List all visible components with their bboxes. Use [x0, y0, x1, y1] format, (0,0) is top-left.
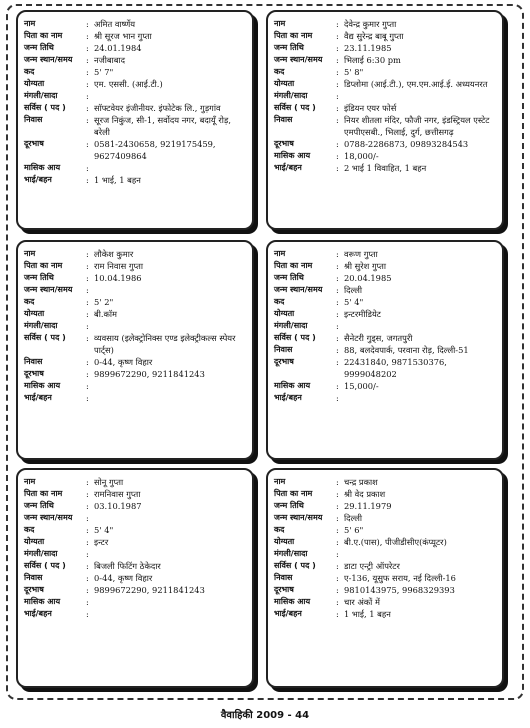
field-colon: : — [336, 67, 339, 77]
field-colon: : — [86, 477, 89, 487]
field-colon: : — [86, 501, 89, 511]
field-dob — [24, 272, 248, 284]
field-colon: : — [86, 561, 89, 571]
field-birthplace — [274, 54, 498, 66]
field-colon: : — [86, 393, 89, 403]
field-education — [274, 308, 498, 320]
field-colon: : — [336, 489, 339, 499]
field-colon: : — [86, 163, 89, 173]
field-value: वैद्य सुरेन्द्र बाबू गुप्ता — [344, 31, 404, 41]
field-label: कद — [24, 67, 35, 76]
profile-card — [16, 10, 254, 230]
field-label: मासिक आय — [24, 381, 61, 390]
field-value — [94, 162, 248, 174]
field-label: नाम — [274, 249, 286, 258]
field-label: दूरभाष — [24, 139, 44, 148]
field-birthplace — [274, 284, 498, 296]
field-label: भाई/बहन — [274, 609, 302, 618]
field-label: दूरभाष — [24, 585, 44, 594]
field-label: योग्यता — [274, 79, 295, 88]
field-colon: : — [86, 103, 89, 113]
field-colon: : — [86, 381, 89, 391]
profile-card — [266, 10, 504, 230]
field-value: इन्टर — [94, 537, 109, 547]
field-value: 9899672290, 9211841243 — [94, 585, 205, 595]
field-manglik — [274, 548, 498, 560]
field-value — [344, 90, 498, 102]
field-colon: : — [86, 175, 89, 185]
field-manglik — [24, 320, 248, 332]
field-label: दूरभाष — [274, 357, 294, 366]
field-value: वरूण गुप्ता — [344, 249, 378, 259]
field-label: भाई/बहन — [274, 163, 302, 172]
field-income — [24, 380, 248, 392]
field-dob — [24, 500, 248, 512]
field-value: 0-44, कृष्ण विहार — [94, 357, 153, 367]
field-label: मंगली/सादा — [274, 549, 308, 558]
field-colon: : — [86, 67, 89, 77]
field-colon: : — [86, 585, 89, 595]
field-colon: : — [86, 333, 89, 343]
field-birthplace — [24, 512, 248, 524]
field-label: भाई/बहन — [24, 609, 52, 618]
field-colon: : — [336, 345, 339, 355]
field-label: मंगली/सादा — [24, 549, 58, 558]
field-value: बी.कॉम — [94, 309, 118, 319]
field-value: 10.04.1986 — [94, 273, 142, 283]
field-name — [24, 18, 248, 30]
field-value: 1 भाई, 1 बहन — [94, 175, 141, 185]
field-value: दिल्ली — [344, 513, 363, 523]
field-colon: : — [86, 525, 89, 535]
field-label: पिता का नाम — [274, 489, 313, 498]
field-value: नजीबाबाद — [94, 55, 126, 65]
field-service — [24, 102, 248, 114]
field-name — [274, 18, 498, 30]
field-colon: : — [86, 513, 89, 523]
field-phone — [274, 584, 498, 596]
profile-card — [266, 240, 504, 460]
field-colon: : — [86, 115, 89, 125]
field-label: सर्विस ( पद ) — [274, 103, 316, 112]
field-colon: : — [336, 151, 339, 161]
field-colon: : — [86, 549, 89, 559]
field-label: जन्म स्थान/समय — [274, 285, 323, 294]
field-height — [274, 66, 498, 78]
field-label: जन्म स्थान/समय — [24, 55, 73, 64]
field-label: भाई/बहन — [274, 393, 302, 402]
field-label: निवास — [274, 573, 293, 582]
field-value — [94, 284, 248, 296]
field-colon: : — [86, 489, 89, 499]
field-value: बी.ए.(पास), पीजीडीसीए(कंप्यूटर) — [344, 537, 447, 547]
field-label: मासिक आय — [24, 597, 61, 606]
field-value: 9810143975, 9968329393 — [344, 585, 455, 595]
field-dob — [274, 42, 498, 54]
field-colon: : — [86, 285, 89, 295]
field-residence — [24, 114, 248, 138]
field-service — [274, 560, 498, 572]
field-colon: : — [86, 309, 89, 319]
field-colon: : — [336, 43, 339, 53]
field-label: मंगली/सादा — [24, 91, 58, 100]
field-label: नाम — [274, 19, 286, 28]
field-phone — [24, 138, 248, 162]
field-colon: : — [336, 19, 339, 29]
field-residence — [24, 356, 248, 368]
field-label: जन्म तिथि — [274, 273, 304, 282]
field-value: 0-44, कृष्ण विहार — [94, 573, 153, 583]
field-label: मासिक आय — [274, 151, 311, 160]
field-value: नियर शीतला मंदिर, फौजी नगर, इंडस्ट्रियल एस्टेट एमपीएसबी., भिलाई, दुर्ग, छत्तीसगढ़ — [344, 115, 490, 137]
field-value: 29.11.1979 — [344, 501, 392, 511]
field-label: दूरभाष — [24, 369, 44, 378]
field-income — [274, 380, 498, 392]
field-phone — [24, 584, 248, 596]
field-colon: : — [336, 333, 339, 343]
field-value: चार अंकों में — [344, 597, 380, 607]
field-colon: : — [336, 139, 339, 149]
field-colon: : — [336, 477, 339, 487]
field-label: जन्म तिथि — [24, 501, 54, 510]
field-income — [24, 596, 248, 608]
field-colon: : — [86, 597, 89, 607]
field-education — [24, 308, 248, 320]
field-height — [24, 66, 248, 78]
field-value — [94, 596, 248, 608]
field-height — [274, 524, 498, 536]
field-father — [274, 30, 498, 42]
field-phone — [274, 356, 498, 380]
field-siblings — [274, 392, 498, 404]
field-value: इंडियन एयर फोर्स — [344, 103, 397, 113]
field-value: सोनू गुप्ता — [94, 477, 124, 487]
field-manglik — [24, 90, 248, 102]
field-residence — [274, 572, 498, 584]
field-colon: : — [336, 525, 339, 535]
field-value: ए-136, यूसुफ सराय, नई दिल्ली-16 — [344, 573, 456, 583]
field-value — [344, 392, 498, 404]
field-label: निवास — [24, 115, 43, 124]
field-value: दिल्ली — [344, 285, 363, 295]
field-value: 18,000/- — [344, 151, 379, 161]
field-manglik — [274, 90, 498, 102]
field-colon: : — [336, 501, 339, 511]
field-colon: : — [86, 43, 89, 53]
field-value: डाटा एन्ट्री ऑपरेटर — [344, 561, 400, 571]
field-label: निवास — [274, 345, 293, 354]
field-value — [94, 90, 248, 102]
field-label: मंगली/सादा — [274, 321, 308, 330]
field-father — [24, 30, 248, 42]
field-colon: : — [336, 309, 339, 319]
field-service — [274, 102, 498, 114]
field-father — [274, 488, 498, 500]
field-colon: : — [86, 273, 89, 283]
field-father — [24, 488, 248, 500]
field-dob — [24, 42, 248, 54]
field-value: 15,000/- — [344, 381, 379, 391]
field-value: व्यवसाय (इलेक्ट्रोनिक्स एण्ड इलेक्ट्रीकल्स स्पेयर पार्ट्स) — [94, 333, 236, 355]
field-name — [24, 248, 248, 260]
field-colon: : — [86, 261, 89, 271]
field-income — [24, 162, 248, 174]
field-education — [274, 78, 498, 90]
field-colon: : — [86, 357, 89, 367]
field-label: योग्यता — [24, 309, 45, 318]
field-colon: : — [336, 561, 339, 571]
field-value: 23.11.1985 — [344, 43, 392, 53]
field-name — [274, 476, 498, 488]
field-value: रामनिवास गुप्ता — [94, 489, 141, 499]
profile-card — [16, 240, 254, 460]
field-value: इन्टरमीडियेट — [344, 309, 381, 319]
field-value — [344, 548, 498, 560]
field-label: जन्म तिथि — [24, 273, 54, 282]
field-siblings — [274, 162, 498, 174]
field-name — [274, 248, 498, 260]
field-colon: : — [336, 381, 339, 391]
field-value: श्री वेद प्रकाश — [344, 489, 386, 499]
field-label: मासिक आय — [274, 597, 311, 606]
field-label: जन्म तिथि — [274, 43, 304, 52]
field-value: 9899672290, 9211841243 — [94, 369, 205, 379]
field-colon: : — [336, 31, 339, 41]
field-value — [94, 380, 248, 392]
field-education — [274, 536, 498, 548]
field-colon: : — [336, 609, 339, 619]
field-label: नाम — [24, 477, 36, 486]
field-colon: : — [336, 573, 339, 583]
field-name — [24, 476, 248, 488]
field-colon: : — [336, 549, 339, 559]
field-value: सूरज निकुंज, सी-1, सर्वोदय नगर, बदायूँ रोड़, बरेली — [94, 115, 231, 137]
field-colon: : — [336, 115, 339, 125]
field-colon: : — [336, 597, 339, 607]
field-value: लौकेश कुमार — [94, 249, 134, 259]
field-income — [274, 596, 498, 608]
field-value: 03.10.1987 — [94, 501, 142, 511]
field-colon: : — [336, 285, 339, 295]
field-value: डिप्लोमा (आई.टी.), एम.एम.आई.ई. अध्ययनरत — [344, 79, 488, 89]
field-colon: : — [86, 609, 89, 619]
field-colon: : — [336, 513, 339, 523]
field-label: निवास — [24, 357, 43, 366]
field-dob — [274, 500, 498, 512]
field-manglik — [274, 320, 498, 332]
field-father — [274, 260, 498, 272]
field-colon: : — [86, 321, 89, 331]
field-father — [24, 260, 248, 272]
field-label: सर्विस ( पद ) — [24, 333, 66, 342]
field-value: 88, बलदेवपार्क, परवाना रोड़, दिल्ली-51 — [344, 345, 469, 355]
field-birthplace — [24, 284, 248, 296]
field-value: 2 भाई 1 विवाहित, 1 बहन — [344, 163, 427, 173]
field-value: 5' 4" — [94, 525, 114, 535]
field-value: देवेन्द्र कुमार गुप्ता — [344, 19, 397, 29]
field-label: मंगली/सादा — [24, 321, 58, 330]
field-siblings — [24, 608, 248, 620]
field-value: 5' 8" — [344, 67, 364, 77]
field-height — [24, 524, 248, 536]
field-colon: : — [86, 79, 89, 89]
field-value: एम. एससी. (आई.टी.) — [94, 79, 163, 89]
field-phone — [274, 138, 498, 150]
field-label: निवास — [274, 115, 293, 124]
field-value: 5' 6" — [344, 525, 364, 535]
field-label: जन्म स्थान/समय — [274, 513, 323, 522]
field-height — [274, 296, 498, 308]
field-colon: : — [336, 297, 339, 307]
field-label: नाम — [274, 477, 286, 486]
field-label: पिता का नाम — [274, 31, 313, 40]
field-label: योग्यता — [24, 537, 45, 546]
field-colon: : — [86, 573, 89, 583]
field-value: श्री सूरज भान गुप्ता — [94, 31, 152, 41]
field-label: पिता का नाम — [24, 261, 63, 270]
field-colon: : — [86, 139, 89, 149]
field-label: कद — [274, 297, 285, 306]
field-colon: : — [336, 273, 339, 283]
field-value: अमित वार्ष्णेय — [94, 19, 136, 29]
field-dob — [274, 272, 498, 284]
field-value: 5' 2" — [94, 297, 114, 307]
field-colon: : — [336, 357, 339, 367]
field-label: नाम — [24, 249, 36, 258]
field-value: श्री सुरेश गुप्ता — [344, 261, 387, 271]
field-label: निवास — [24, 573, 43, 582]
field-value: चन्द्र प्रकाश — [344, 477, 378, 487]
field-value: बिजली फिटिंग ठेकेदार — [94, 561, 161, 571]
field-value: 24.01.1984 — [94, 43, 142, 53]
field-label: मंगली/सादा — [274, 91, 308, 100]
field-label: दूरभाष — [274, 139, 294, 148]
field-value: 22431840, 9871530376, 9999048202 — [344, 357, 447, 379]
field-colon: : — [336, 249, 339, 259]
field-phone — [24, 368, 248, 380]
field-siblings — [24, 392, 248, 404]
profile-card — [16, 468, 254, 688]
field-colon: : — [86, 31, 89, 41]
field-residence — [24, 572, 248, 584]
field-colon: : — [86, 19, 89, 29]
field-value — [344, 320, 498, 332]
field-value: 1 भाई, 1 बहन — [344, 609, 391, 619]
field-value: 5' 4" — [344, 297, 364, 307]
field-label: नाम — [24, 19, 36, 28]
field-colon: : — [336, 585, 339, 595]
field-value: 5' 7" — [94, 67, 114, 77]
field-value — [94, 392, 248, 404]
field-manglik — [24, 548, 248, 560]
field-colon: : — [336, 103, 339, 113]
field-colon: : — [336, 163, 339, 173]
field-label: दूरभाष — [274, 585, 294, 594]
field-value: भिलाई 6:30 pm — [344, 55, 401, 65]
field-colon: : — [86, 537, 89, 547]
field-siblings — [274, 608, 498, 620]
field-label: मासिक आय — [24, 163, 61, 172]
field-label: कद — [24, 525, 35, 534]
field-colon: : — [86, 249, 89, 259]
field-education — [24, 536, 248, 548]
field-label: योग्यता — [24, 79, 45, 88]
field-residence — [274, 344, 498, 356]
field-value — [94, 548, 248, 560]
field-value: 20.04.1985 — [344, 273, 392, 283]
field-colon: : — [86, 369, 89, 379]
field-income — [274, 150, 498, 162]
field-value: सैनेटरी गुड्स, जगतपुरी — [344, 333, 413, 343]
field-service — [24, 560, 248, 572]
field-label: कद — [274, 67, 285, 76]
field-colon: : — [336, 91, 339, 101]
field-colon: : — [336, 537, 339, 547]
field-label: जन्म तिथि — [24, 43, 54, 52]
field-colon: : — [336, 321, 339, 331]
field-value: राम निवास गुप्ता — [94, 261, 144, 271]
field-label: मासिक आय — [274, 381, 311, 390]
page-footer: वैवाहिकी 2009 - 44 — [220, 710, 310, 721]
field-siblings — [24, 174, 248, 186]
field-label: सर्विस ( पद ) — [24, 103, 66, 112]
field-label: सर्विस ( पद ) — [274, 333, 316, 342]
field-label: जन्म तिथि — [274, 501, 304, 510]
field-birthplace — [274, 512, 498, 524]
field-value: 0788-2286873, 09893284543 — [344, 139, 469, 149]
field-value — [94, 320, 248, 332]
field-colon: : — [336, 393, 339, 403]
field-value — [94, 608, 248, 620]
field-label: पिता का नाम — [24, 489, 63, 498]
field-label: जन्म स्थान/समय — [24, 285, 73, 294]
field-colon: : — [336, 55, 339, 65]
field-colon: : — [86, 91, 89, 101]
field-value — [94, 512, 248, 524]
field-service — [274, 332, 498, 344]
field-label: योग्यता — [274, 537, 295, 546]
field-label: पिता का नाम — [274, 261, 313, 270]
field-label: कद — [274, 525, 285, 534]
field-label: जन्म स्थान/समय — [24, 513, 73, 522]
field-label: पिता का नाम — [24, 31, 63, 40]
field-height — [24, 296, 248, 308]
field-value: सॉफ्टवेयर इंजीनीयर. इंफोटेक लि., गुड़गांव — [94, 103, 221, 113]
field-label: भाई/बहन — [24, 393, 52, 402]
field-label: भाई/बहन — [24, 175, 52, 184]
field-label: कद — [24, 297, 35, 306]
field-label: सर्विस ( पद ) — [274, 561, 316, 570]
field-label: जन्म स्थान/समय — [274, 55, 323, 64]
field-label: सर्विस ( पद ) — [24, 561, 66, 570]
field-colon: : — [86, 297, 89, 307]
field-residence — [274, 114, 498, 138]
field-education — [24, 78, 248, 90]
field-colon: : — [336, 79, 339, 89]
field-label: योग्यता — [274, 309, 295, 318]
field-colon: : — [336, 261, 339, 271]
field-birthplace — [24, 54, 248, 66]
field-colon: : — [86, 55, 89, 65]
profile-card — [266, 468, 504, 688]
field-value: 0581-2430658, 9219175459, 9627409864 — [94, 139, 216, 161]
field-service — [24, 332, 248, 356]
